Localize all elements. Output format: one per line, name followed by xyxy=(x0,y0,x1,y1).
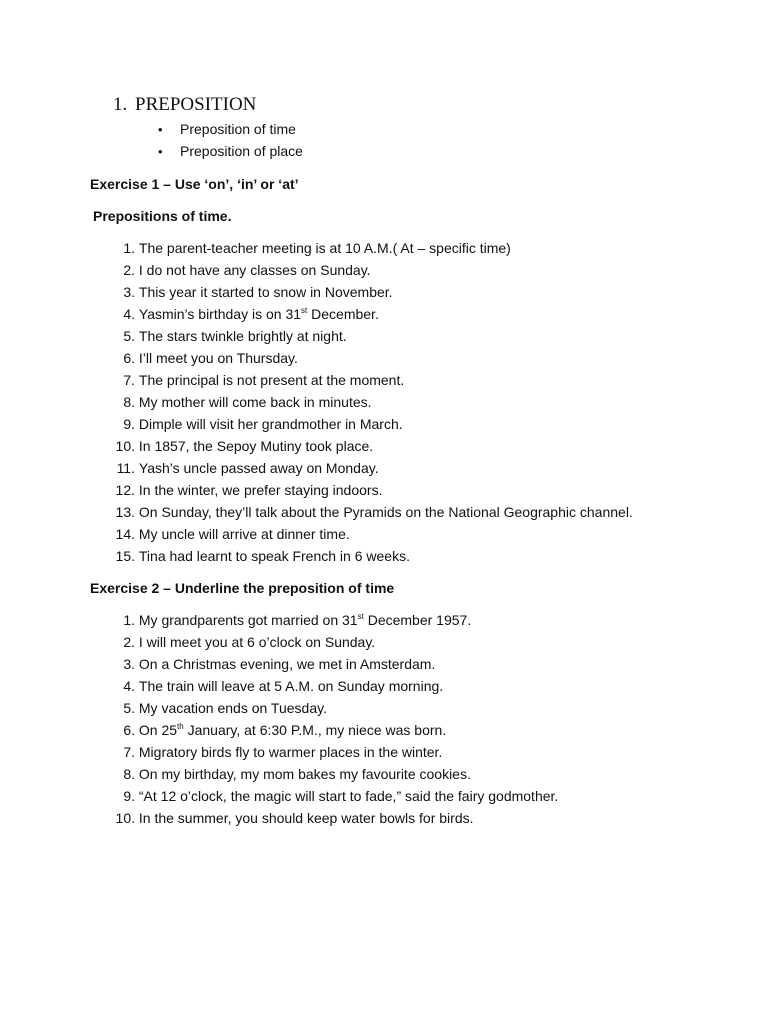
list-item: 13. On Sunday, they’ll talk about the Pyramids on the National Geographic channel. xyxy=(115,504,633,520)
exercise2-list xyxy=(107,609,558,829)
exercise1-subtitle: Prepositions of time. xyxy=(93,208,232,224)
list-item: 6. On 25th January, at 6:30 P.M., my niece was born. xyxy=(123,722,447,738)
exercise1-list xyxy=(107,237,633,567)
bullet-item xyxy=(158,140,303,162)
list-item: 4. Yasmin’s birthday is on 31st December. xyxy=(123,306,379,322)
section-heading xyxy=(113,92,256,118)
bullet-icon: • xyxy=(158,122,163,137)
list-item: 7. Migratory birds fly to warmer places in the winter. xyxy=(123,744,443,760)
topic-bullet-list xyxy=(158,118,303,162)
exercise2-title: Exercise 2 – Underline the preposition of time xyxy=(90,580,395,596)
list-item: 15. Tina had learnt to speak French in 6 weeks. xyxy=(115,548,410,564)
bullet-text: Preposition of place xyxy=(180,143,303,159)
list-item: 2. I do not have any classes on Sunday. xyxy=(123,262,371,278)
ordinal-suffix: st xyxy=(301,306,308,315)
exercise1-title: Exercise 1 – Use ‘on’, ‘in’ or ‘at’ xyxy=(90,176,299,192)
list-item: 7. The principal is not present at the moment. xyxy=(123,372,405,388)
list-item: 8. On my birthday, my mom bakes my favourite cookies. xyxy=(123,766,471,782)
list-item: 11. Yash’s uncle passed away on Monday. xyxy=(116,460,379,476)
list-item: 10. In 1857, the Sepoy Mutiny took place. xyxy=(115,438,374,454)
list-item: 1. My grandparents got married on 31st December 1957. xyxy=(123,612,472,628)
list-item: 9. “At 12 o’clock, the magic will start to fade,” said the fairy godmother. xyxy=(123,788,559,804)
heading-title: PREPOSITION xyxy=(135,94,257,115)
list-item: 5. My vacation ends on Tuesday. xyxy=(123,700,327,716)
bullet-icon: • xyxy=(158,144,163,159)
bullet-text: Preposition of time xyxy=(180,121,296,137)
list-item: 1. The parent-teacher meeting is at 10 A.M.( At – specific time) xyxy=(123,240,511,256)
heading-number: 1. xyxy=(113,94,128,115)
list-item: 6. I’ll meet you on Thursday. xyxy=(123,350,298,366)
ordinal-suffix: th xyxy=(177,722,184,731)
bullet-item xyxy=(158,118,303,140)
list-item: 8. My mother will come back in minutes. xyxy=(123,394,372,410)
list-item: 10. In the summer, you should keep water bowls for birds. xyxy=(115,810,474,826)
list-item: 12. In the winter, we prefer staying indoors. xyxy=(115,482,383,498)
list-item: 5. The stars twinkle brightly at night. xyxy=(123,328,347,344)
list-item: 3. On a Christmas evening, we met in Amsterdam. xyxy=(123,656,436,672)
list-item: 4. The train will leave at 5 A.M. on Sunday morning. xyxy=(123,678,444,694)
ordinal-suffix: st xyxy=(357,612,364,621)
list-item: 14. My uncle will arrive at dinner time. xyxy=(115,526,350,542)
list-item: 3. This year it started to snow in November. xyxy=(123,284,393,300)
list-item: 2. I will meet you at 6 o’clock on Sunday. xyxy=(123,634,376,650)
list-item: 9. Dimple will visit her grandmother in March. xyxy=(123,416,403,432)
